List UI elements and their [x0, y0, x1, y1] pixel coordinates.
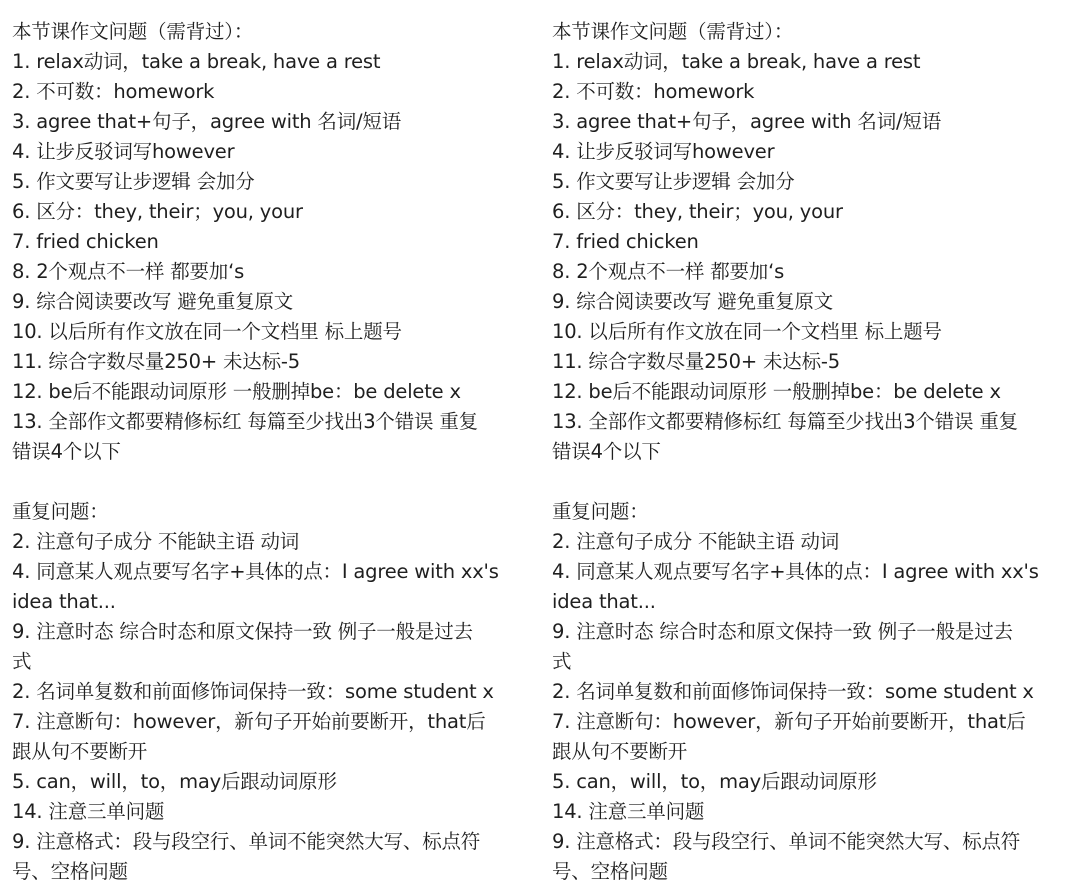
note-line: 错误4个以下 [12, 440, 121, 463]
note-line: 1. relax动词，take a break, have a rest [12, 50, 381, 73]
note-line: 式 [12, 650, 32, 673]
note-line: 错误4个以下 [552, 440, 661, 463]
note-line: 5. 作文要写让步逻辑 会加分 [552, 170, 795, 193]
note-line: 跟从句不要断开 [552, 740, 688, 763]
note-line: 重复问题： [12, 500, 109, 523]
note-line: 11. 综合字数尽量250+ 未达标-5 [12, 350, 300, 373]
note-line: 12. be后不能跟动词原形 一般删掉be：be delete x [552, 380, 1001, 403]
note-line: 13. 全部作文都要精修标红 每篇至少找出3个错误 重复 [552, 410, 1018, 433]
note-line: 4. 同意某人观点要写名字+具体的点：I agree with xx's [552, 560, 1039, 583]
note-line: 9. 注意格式：段与段空行、单词不能突然大写、标点符 [12, 830, 481, 853]
note-line: 7. 注意断句：however，新句子开始前要断开，that后 [12, 710, 486, 733]
note-line: 13. 全部作文都要精修标红 每篇至少找出3个错误 重复 [12, 410, 478, 433]
note-line: 9. 注意时态 综合时态和原文保持一致 例子一般是过去 [552, 620, 1013, 643]
note-line: 号、空格问题 [12, 860, 128, 883]
note-line: 7. fried chicken [552, 230, 699, 253]
note-line: 5. can，will，to，may后跟动词原形 [552, 770, 877, 793]
note-line: idea that... [12, 590, 116, 613]
note-line: 11. 综合字数尽量250+ 未达标-5 [552, 350, 840, 373]
note-line: 2. 不可数：homework [552, 80, 755, 103]
note-line: 8. 2个观点不一样 都要加‘s [552, 260, 785, 283]
note-line: 7. 注意断句：however，新句子开始前要断开，that后 [552, 710, 1026, 733]
note-line: 4. 让步反驳词写however [12, 140, 235, 163]
notes-column-left [12, 17, 532, 887]
note-line: idea that... [552, 590, 656, 613]
note-line: 5. can，will，to，may后跟动词原形 [12, 770, 337, 793]
note-line [552, 467, 1072, 497]
note-line: 14. 注意三单问题 [12, 800, 165, 823]
note-line: 2. 名词单复数和前面修饰词保持一致：some student x [552, 680, 1034, 703]
note-line: 2. 注意句子成分 不能缺主语 动词 [552, 530, 840, 553]
note-line: 1. relax动词，take a break, have a rest [552, 50, 921, 73]
note-line: 4. 让步反驳词写however [552, 140, 775, 163]
note-line: 5. 作文要写让步逻辑 会加分 [12, 170, 255, 193]
note-line [12, 467, 532, 497]
note-line: 号、空格问题 [552, 860, 668, 883]
note-line: 本节课作文问题（需背过）： [552, 20, 794, 43]
note-line: 式 [552, 650, 572, 673]
note-line: 8. 2个观点不一样 都要加‘s [12, 260, 245, 283]
note-line: 6. 区分：they, their；you, your [12, 200, 303, 223]
note-line: 10. 以后所有作文放在同一个文档里 标上题号 [12, 320, 402, 343]
note-line: 10. 以后所有作文放在同一个文档里 标上题号 [552, 320, 942, 343]
note-line: 2. 名词单复数和前面修饰词保持一致：some student x [12, 680, 494, 703]
note-line: 9. 综合阅读要改写 避免重复原文 [12, 290, 294, 313]
note-line: 12. be后不能跟动词原形 一般删掉be：be delete x [12, 380, 461, 403]
note-line: 14. 注意三单问题 [552, 800, 705, 823]
note-line: 9. 注意时态 综合时态和原文保持一致 例子一般是过去 [12, 620, 473, 643]
note-line: 6. 区分：they, their；you, your [552, 200, 843, 223]
note-line: 3. agree that+句子，agree with 名词/短语 [552, 110, 941, 133]
note-line: 2. 注意句子成分 不能缺主语 动词 [12, 530, 300, 553]
note-line: 跟从句不要断开 [12, 740, 148, 763]
note-line: 2. 不可数：homework [12, 80, 215, 103]
note-line: 9. 注意格式：段与段空行、单词不能突然大写、标点符 [552, 830, 1021, 853]
note-line: 9. 综合阅读要改写 避免重复原文 [552, 290, 834, 313]
note-line: 本节课作文问题（需背过）： [12, 20, 254, 43]
note-line: 3. agree that+句子，agree with 名词/短语 [12, 110, 401, 133]
note-line: 4. 同意某人观点要写名字+具体的点：I agree with xx's [12, 560, 499, 583]
note-line: 重复问题： [552, 500, 649, 523]
note-line: 7. fried chicken [12, 230, 159, 253]
notes-column-right [552, 17, 1072, 887]
